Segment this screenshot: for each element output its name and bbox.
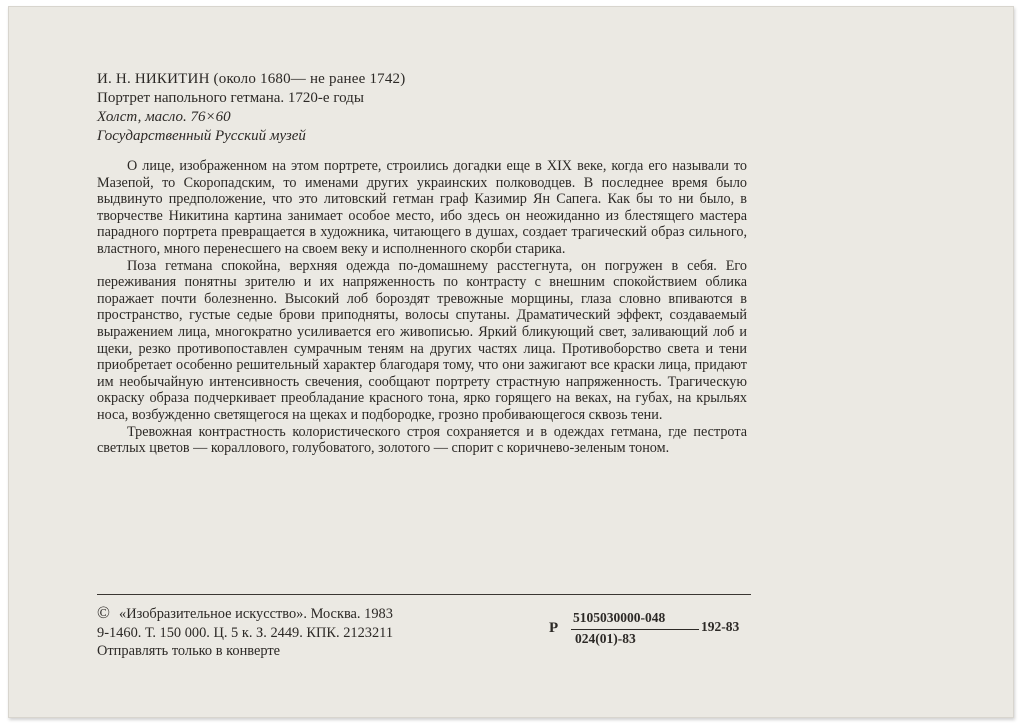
paragraph: Поза гетмана спокойна, верхняя одежда по-домашнему расстегнута, он погружен в себя. Его переживания понятны зрителю и их напряженность по контрасту с внешним спокойствием облика поражает почти болезненно. Высокий лоб бороздят тревожные морщины, глаза словно впиваются в пространство, густые седые брови приподняты, волосы спутаны. Драматический эффект, создаваемый выражением лица, многократно усиливается его живописью. Яркий бликующий свет, заливающий лоб и щеки, резко противопоставлен сумрачным теням на других частях лица. Противоборство света и тени приобретает особенно решительный характер благодаря тому, что они зажигают все краски лица, придают им необычайную интенсивность свечения, сообщают портрету страстную напряженность. Трагическую окраску образа подчеркивает преобладание красного тона, ярко горящего на веках, на губах, на крыльях носа, возбужденно светящегося на щеках и подбородке, грозно пробивающегося сквозь тени. <box>97 257 747 423</box>
paragraph: О лице, изображенном на этом портрете, строились догадки еще в XIX веке, когда его называли то Мазепой, то Скоропадским, то именами других украинских полководцев. В последнее время было выдвинуто предположение, что это литовский гетман граф Казимир Ян Сапега. Как бы то ни было, в творчестве Никитина картина занимает особое место, ибо здесь он неожиданно из блестящего мастера парадного портрета превращается в художника, читающего в душах, создает трагический образ сильного, властного, много перенесшего на своем веку и исполненного скорби старика. <box>97 158 747 257</box>
artwork-title: Портрет напольного гетмана. 1720-е годы <box>97 90 364 106</box>
postcard-back <box>8 6 1014 718</box>
author-line: И. Н. НИКИТИН (около 1680— не ранее 1742) <box>97 71 406 87</box>
catalog-index <box>547 610 757 654</box>
imprint <box>97 604 393 661</box>
museum-name: Государственный Русский музей <box>97 128 306 144</box>
publisher: «Изобразительное искусство». Москва. 1983 <box>119 606 393 622</box>
catalog-denominator: 024(01)-83 <box>575 631 636 646</box>
catalog-numerator: 5105030000-048 <box>573 610 666 625</box>
mailing-note: Отправлять только в конверте <box>97 643 281 659</box>
catalog-letter: Р <box>549 620 559 636</box>
copyright-symbol: © <box>97 603 110 622</box>
print-info: 9-1460. Т. 150 000. Ц. 5 к. З. 2449. КПК. 2123211 <box>97 624 394 641</box>
description-text <box>97 158 747 457</box>
artwork-medium: Холст, масло. 76×60 <box>97 109 231 125</box>
artwork-caption <box>97 70 697 146</box>
fraction-line <box>571 629 699 630</box>
paragraph: Тревожная контрастность колористического строя сохраняется и в одеждах гетмана, где пестрота светлых цветов — кораллового, голубоватого, золотого — спорит с коричнево-зеленым тоном. <box>97 423 747 457</box>
footer-divider <box>97 594 751 595</box>
catalog-code: 192-83 <box>701 619 740 634</box>
